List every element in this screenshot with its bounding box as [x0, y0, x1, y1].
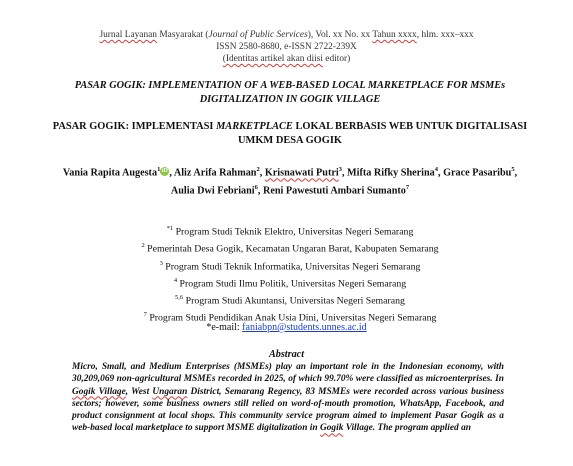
author-sup: 5 — [511, 166, 515, 173]
author-name: Grace Pasaribu — [443, 167, 512, 179]
orcid-icon[interactable]: iD — [161, 168, 168, 175]
affiliation-text: Pemerintah Desa Gogik, Kecamatan Ungaran Barat, Kabupaten Semarang — [147, 243, 439, 255]
affiliation-item — [60, 239, 520, 256]
abstract-text: Ungaran — [152, 386, 188, 397]
title-id-part2: LOKAL BERBASIS WEB UNTUK DIGITALISASI UMKM DESA GOGIK — [238, 121, 528, 146]
email-link[interactable]: faniabpn@students.unnes.ac.id — [242, 322, 367, 333]
abstract-heading: Abstract — [268, 349, 305, 360]
author-sup: 7 — [405, 183, 410, 191]
journal-name-italic: Journal of Public Services — [208, 30, 308, 40]
article-identity-note — [0, 53, 573, 65]
abstract-text: Gogik Village — [72, 386, 126, 397]
title-indonesian — [40, 120, 540, 148]
affiliation-item — [60, 257, 520, 274]
affiliation-sup: *1 — [166, 225, 174, 232]
author-name: Reni Pawestuti Ambari Sumanto — [262, 185, 406, 197]
author-sup: 1 — [157, 166, 161, 173]
affiliation-sup: 7 — [143, 311, 147, 319]
title-id-italic: MARKETPLACE — [216, 121, 293, 132]
affiliation-item — [60, 291, 520, 308]
author-name: Mifta Rifky Sherina — [347, 167, 435, 179]
affiliation-text: Program Studi Akuntansi, Universitas Negeri Semarang — [185, 295, 405, 307]
journal-year: Tahun xxxx — [372, 30, 417, 40]
identity-note-a: (Identitas artikel akan diisi — [222, 54, 323, 64]
abstract-text: Micro, Small, and Medium Enterprises (MSMEs) play an important role in the Indonesian economy, with 30,209,069 non-agricultural MSMEs recorded in 2025, of which 99.70% were classified as microenterprises. In — [72, 362, 504, 385]
author-sup: 3 — [338, 166, 342, 173]
affiliation-item — [60, 274, 520, 291]
affiliation-list — [60, 222, 520, 326]
issn-line: ISSN 2580-8680, e-ISSN 2722-239X — [216, 42, 357, 52]
author-sup: 4 — [434, 166, 439, 173]
title-id-part1: PASAR GOGIK: IMPLEMENTASI — [52, 121, 214, 132]
author-name: Krisnawati Putri — [264, 167, 339, 179]
email-label: *e-mail: — [206, 322, 240, 333]
affiliation-sup: 2 — [141, 242, 145, 250]
abstract-text: Village. The program applied an — [343, 423, 471, 434]
affiliation-item — [60, 222, 520, 239]
affiliation-sup: 3 — [159, 259, 163, 267]
affiliation-text: Program Studi Ilmu Politik, Universitas Negeri Semarang — [179, 278, 407, 290]
author-sup: 2 — [256, 166, 260, 173]
identity-note-b: editor) — [325, 54, 351, 64]
abstract-body — [72, 361, 504, 435]
title-english: PASAR GOGIK: IMPLEMENTATION OF A WEB-BASED LOCAL MARKETPLACE FOR MSMEs DIGITALIZATION IN GOGIK VILLAGE — [74, 80, 506, 105]
affiliation-text: Program Studi Teknik Elektro, Universitas Negeri Semarang — [175, 226, 414, 238]
author-name: Aulia Dwi Febriani — [170, 185, 255, 197]
journal-header-line — [0, 29, 573, 41]
affiliation-sup: 4 — [173, 276, 178, 284]
author-name: Vania Rapita Augesta — [62, 167, 158, 179]
abstract-text: District, Semarang Regency, 83 MSMEs were recorded across various business sectors; however, some business owners still relied on word-of-mouth promotion, WhatsApp, Facebook, and product consignment at local shops. This community service program aimed to implement Pasar Gogik as a web-based local marketplace to support MSME digitalization in — [72, 386, 504, 434]
journal-volume: ), Vol. xx No. xx — [307, 30, 371, 40]
author-list: Vania Rapita Augesta$^1$ iD , Aliz Arifa Rahman$^2$, Krisnawati Putri$^3$, Mifta Rifky Sherina$^4$, Grace Pasaribu$^5$, Aulia Dwi Febriani$^6$, Reni Pawestuti Ambari Sumanto$^7$ — [62, 166, 518, 197]
affiliation-text: Program Studi Pendidikan Anak Usia Dini, Universitas Negeri Semarang — [149, 312, 437, 324]
author-name: Aliz Arifa Rahman — [173, 167, 257, 179]
affiliation-sup: 5,6 — [175, 294, 184, 302]
author-sup: 6 — [254, 183, 258, 191]
abstract-text: , West — [125, 386, 153, 397]
contact-email — [0, 321, 573, 334]
abstract-text: Gogik — [319, 423, 344, 434]
affiliation-text: Program Studi Teknik Informatika, Universitas Negeri Semarang — [165, 260, 421, 272]
journal-pages: , hlm. xxx–xxx — [416, 30, 474, 40]
journal-name-a: Jurnal Layanan — [99, 30, 157, 40]
journal-name-b: Masyarakat ( — [159, 30, 209, 40]
